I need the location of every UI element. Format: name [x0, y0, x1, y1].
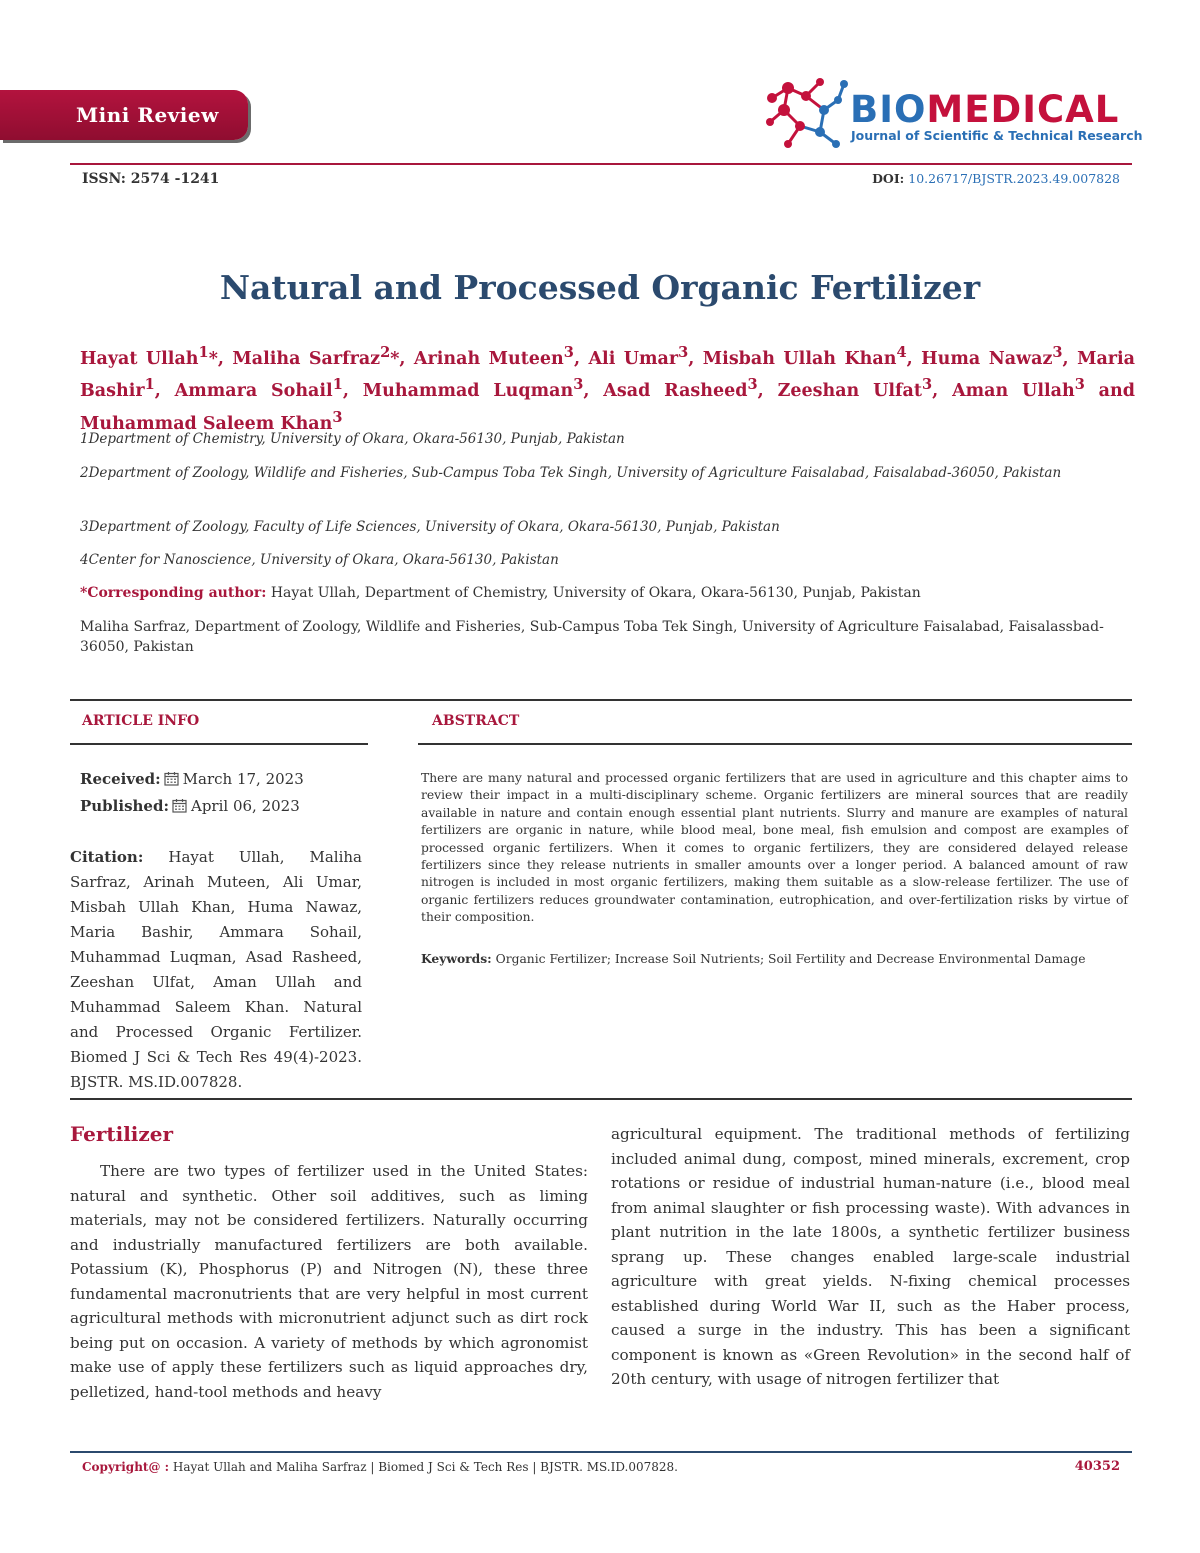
affiliation-4: 4Center for Nanoscience, University of Okara, Okara-56130, Pakistan: [80, 552, 559, 568]
citation-label: Citation:: [70, 848, 144, 866]
corresponding-author-2: Maliha Sarfraz, Department of Zoology, Wildlife and Fisheries, Sub-Campus Toba Tek Singh, University of Agriculture Faisalabad, Faisalassbad- 36050, Pakistan: [80, 619, 1104, 655]
journal-subtitle: Journal of Scientific & Technical Research: [851, 128, 1143, 143]
issn: ISSN: 2574 -1241: [82, 171, 220, 187]
copyright-text: Hayat Ullah and Maliha Sarfraz | Biomed J Sci & Tech Res | BJSTR. MS.ID.007828.: [169, 1460, 678, 1474]
affiliation-1: 1Department of Chemistry, University of Okara, Okara-56130, Punjab, Pakistan: [80, 431, 625, 447]
corresponding-text-1: Hayat Ullah, Department of Chemistry, University of Okara, Okara-56130, Punjab, Pakistan: [266, 585, 921, 601]
corresponding-author: [80, 583, 1135, 603]
citation-block: [70, 845, 362, 1095]
published-date-row: [80, 797, 300, 815]
article-info-heading: ARTICLE INFO: [82, 713, 200, 729]
abstract-heading: ABSTRACT: [432, 713, 520, 729]
doi-link[interactable]: 10.26717/BJSTR.2023.49.007828: [908, 171, 1120, 186]
keywords: [421, 951, 1128, 966]
received-date: March 17, 2023: [182, 770, 304, 788]
body-column-left: There are two types of fertilizer used in the United States: natural and synthetic. Other soil additives, such as liming materials, may not be considered fertilizers. Naturally occurring and industrially manufactured fertilizers are both available. Potassium (K), Phosphorus (P) and Nitrogen (N), these three fundamental macronutrients that are very helpful in most current agricultural methods with micronutrient adjunct such as dirt rock being put on occasion. A variety of methods by which agronomist make use of apply these fertilizers such as liquid approaches dry, pelletized, hand-tool methods and heavy: [70, 1162, 588, 1401]
affiliation-2: 2Department of Zoology, Wildlife and Fisheries, Sub-Campus Toba Tek Singh, University of Agriculture Faisalabad, Faisalabad-36050, Pakistan: [80, 465, 1062, 481]
header-divider: [70, 163, 1132, 165]
article-info-divider: [70, 743, 368, 745]
published-date: April 06, 2023: [191, 797, 300, 815]
body-column-right: agricultural equipment. The traditional methods of fertilizing included animal dung, compost, mined minerals, excrement, crop rotations or residue of industrial human-nature (i.e., blood meal from animal slaughter or fish processing waste). With advances in plant nutrition in the late 1800s, a synthetic fertilizer business sprang up. These changes enabled large-scale industrial agriculture with great yields. N-fixing chemical processes established during World War II, such as the Haber process, caused a surge in the industry. This has been a significant component is known as «Green Revolution» in the second half of 20th century, with usage of nitrogen fertilizer that: [611, 1125, 1130, 1388]
footer-divider: [70, 1451, 1132, 1453]
corresponding-label: *Corresponding author:: [80, 585, 267, 601]
footer-copyright: [82, 1460, 678, 1474]
abstract-text: There are many natural and processed organic fertilizers that are used in agriculture and this chapter aims to review their impact in a multi-disciplinary scheme. Organic fertilizers are mineral sources that are readily available in nature and contain enough essential plant nutrients. Slurry and manure are examples of natural fertilizers are organic in nature, while blood meal, bone meal, fish emulsion and compost are examples of processed organic fertilizers. When it comes to organic fertilizers, they are considered delayed release fertilizers since they release nutrients in smaller amounts over a longer period. A balanced amount of raw nitrogen is included in most organic fertilizers, making them suitable as a slow-release fertilizer. The use of organic fertilizers reduces groundwater contamination, eutrophication, and over-fertilization risks by virtue of their composition.: [421, 771, 1128, 925]
section-heading-fertilizer: Fertilizer: [70, 1122, 174, 1146]
article-title: Natural and Processed Organic Fertilizer: [219, 268, 981, 307]
affiliation-3: 3Department of Zoology, Faculty of Life Sciences, University of Okara, Okara-56130, Punjab, Pakistan: [80, 519, 780, 535]
calendar-icon: [164, 771, 179, 786]
copyright-label: Copyright@ :: [82, 1460, 170, 1474]
published-label: Published:: [80, 797, 169, 815]
author-list: Hayat Ullah$^1$*, Maliha Sarfraz$^2$*, Arinah Muteen$^3$, Ali Umar$^3$, Misbah Ullah Khan$^4$, Huma Nawaz$^3$, Maria Bashir$^1$, Ammara Sohail$^1$, Muhammad Luqman$^3$, Asad Rasheed$^3$, Zeeshan Ulfat$^3$, Aman Ullah$^3$ and Muhammad Saleem Khan$^3$: [80, 344, 1135, 434]
keywords-text: Organic Fertilizer; Increase Soil Nutrients; Soil Fertility and Decrease Environmental Damage: [491, 952, 1086, 966]
keywords-label: Keywords:: [421, 951, 492, 966]
doi-label: DOI:: [872, 171, 905, 186]
brand-name-part-2: MEDICAL: [926, 88, 1120, 131]
article-type-badge: Mini Review: [0, 90, 248, 140]
received-label: Received:: [80, 770, 161, 788]
brand-name-part-1: BIO: [850, 88, 927, 131]
page-number: 40352: [1074, 1459, 1120, 1474]
section-divider-mid: [70, 1098, 1132, 1100]
journal-brand-name: [850, 88, 1119, 131]
abstract-divider: [418, 743, 1132, 745]
doi: [872, 171, 1120, 186]
received-date-row: [80, 770, 304, 788]
calendar-icon: [172, 798, 187, 813]
citation-text: Hayat Ullah, Maliha Sarfraz, Arinah Muteen, Ali Umar, Misbah Ullah Khan, Huma Nawaz, Maria Bashir, Ammara Sohail, Muhammad Luqman, Asad Rasheed, Zeeshan Ulfat, Aman Ullah and Muhammad Saleem Khan. Natural and Processed Organic Fertilizer. Biomed J Sci & Tech Res 49(4)-2023. BJSTR. MS.ID.007828.: [70, 848, 362, 1091]
section-divider-top: [70, 699, 1132, 701]
